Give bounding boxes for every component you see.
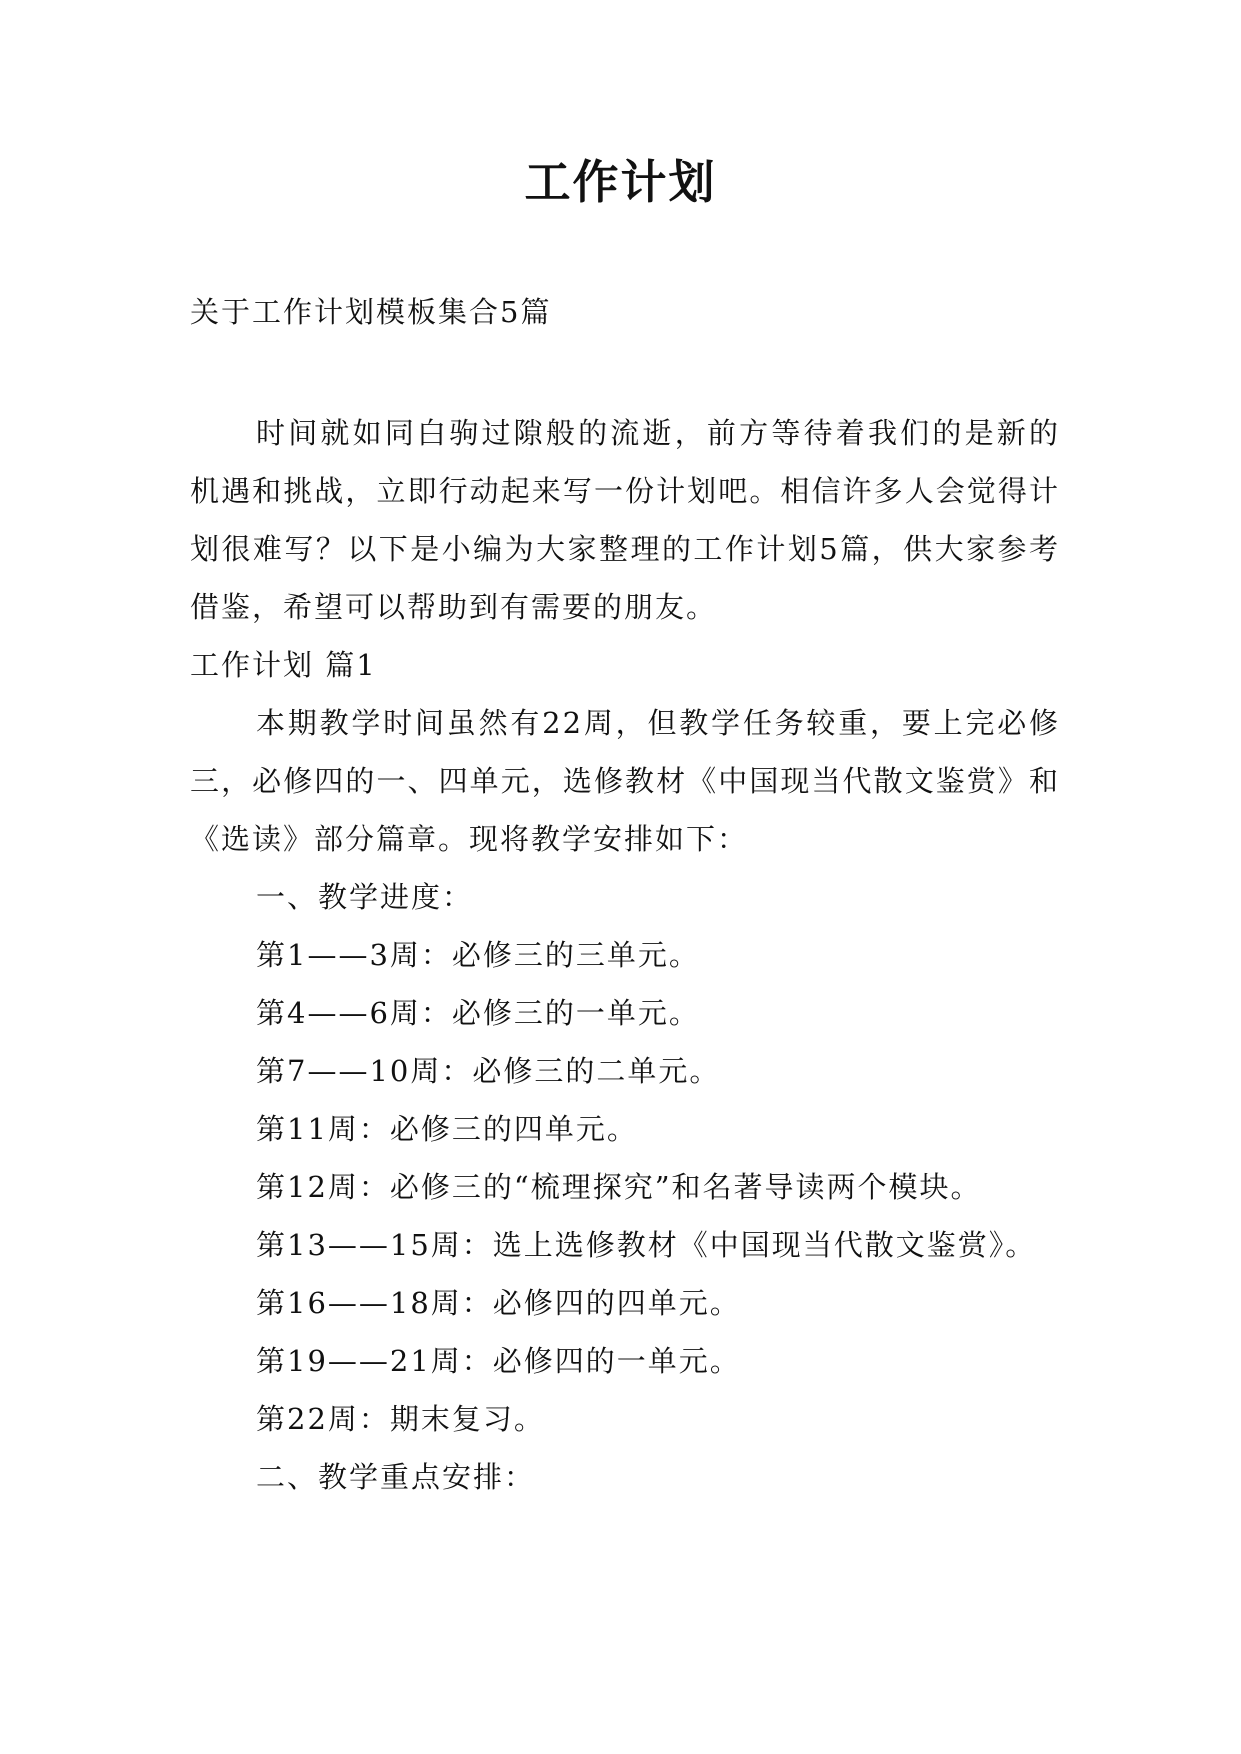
intro-paragraph: 时间就如同白驹过隙般的流逝，前方等待着我们的是新的机遇和挑战，立即行动起来写一份计划吧。相信许多人会觉得计划很难写？以下是小编为大家整理的工作计划5篇，供大家参考借鉴，希望可以帮助到有需要的朋友。 [190, 416, 1060, 624]
schedule-item: 第22周：期末复习。 [256, 1402, 545, 1436]
document-body [190, 404, 1060, 1506]
schedule-item: 第13——15周：选上选修教材《中国现当代散文鉴赏》。 [256, 1228, 1037, 1262]
section-heading: 工作计划 篇1 [190, 648, 377, 682]
schedule-item: 第12周：必修三的“梳理探究”和名著导读两个模块。 [256, 1170, 982, 1204]
schedule-item: 第7——10周：必修三的二单元。 [256, 1054, 721, 1088]
schedule-item: 第1——3周：必修三的三单元。 [256, 938, 700, 972]
plan-paragraph: 本期教学时间虽然有22周，但教学任务较重，要上完必修三，必修四的一、四单元，选修教材《中国现当代散文鉴赏》和《选读》部分篇章。现将教学安排如下： [190, 706, 1060, 856]
progress-heading: 一、教学进度： [256, 880, 474, 914]
document-title: 工作计划 [524, 155, 717, 209]
schedule-item: 第4——6周：必修三的一单元。 [256, 996, 700, 1030]
document-subtitle: 关于工作计划模板集合5篇 [190, 295, 552, 329]
schedule-item: 第19——21周：必修四的一单元。 [256, 1344, 741, 1378]
focus-heading: 二、教学重点安排： [256, 1460, 536, 1494]
schedule-item: 第11周：必修三的四单元。 [256, 1112, 638, 1146]
schedule-item: 第16——18周：必修四的四单元。 [256, 1286, 741, 1320]
